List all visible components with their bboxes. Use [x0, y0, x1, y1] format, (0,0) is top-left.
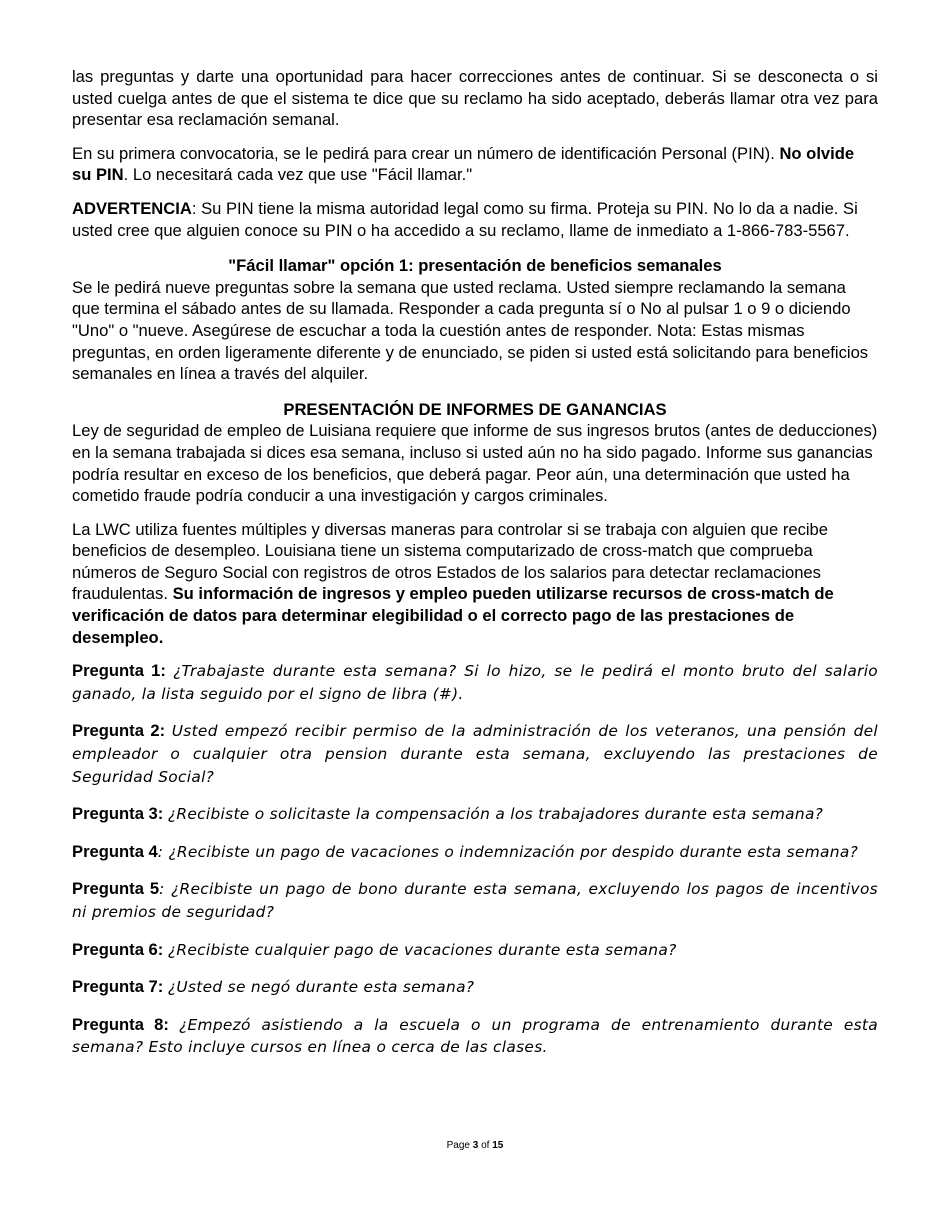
pin-text: En su primera convocatoria, se le pedirá para crear un número de identificación Personal (PIN).	[72, 143, 775, 163]
footer-page-total: 15	[492, 1140, 504, 1151]
crossmatch-bold: Su información de ingresos y empleo pueden utilizarse recursos de cross-match de verificación de datos para determinar elegibilidad o el correcto pago de las prestaciones de desempleo.	[72, 584, 834, 647]
question-text: : ¿Recibiste un pago de vacaciones o indemnización por despido durante esta semana?	[157, 842, 859, 861]
question-label: Pregunta 8:	[72, 1014, 169, 1034]
section1-heading: "Fácil llamar" opción 1: presentación de beneficios semanales	[228, 256, 722, 276]
question-item	[72, 803, 878, 826]
section2-body2	[72, 519, 878, 649]
questions-list	[72, 660, 878, 1059]
question-label: Pregunta 6:	[72, 939, 164, 959]
question-item	[72, 841, 878, 864]
section2-heading: PRESENTACIÓN DE INFORMES DE GANANCIAS	[283, 399, 667, 419]
page-footer	[0, 1140, 950, 1151]
question-text: ¿Recibiste cualquier pago de vacaciones durante esta semana?	[167, 940, 677, 959]
question-item	[72, 878, 878, 923]
pin-tail: . Lo necesitará cada vez que use "Fácil llamar."	[123, 165, 473, 185]
section1-body: Se le pedirá nueve preguntas sobre la semana que usted reclama. Usted siempre reclamando la semana que termina el sábado antes de su llamada. Responder a cada pregunta sí o No al pulsar 1 o 9 o diciendo "Uno" o "nueve. Asegúrese de escuchar a toda la cuestión antes de responder. Nota: Estas mismas preguntas, en orden ligeramente diferente y de enunciado, se piden si usted está solicitando para beneficios semanales en línea a través del alquiler.	[72, 277, 869, 384]
question-item	[72, 939, 878, 962]
document-page	[72, 66, 878, 1074]
question-item	[72, 660, 878, 705]
paragraph-intro: las preguntas y darte una oportunidad para hacer correcciones antes de continuar. Si se desconecta o si usted cuelga antes de que el sistema te dice que su reclamo ha sido aceptado, deberás llamar otra vez para presentar esa reclamación semanal.	[72, 67, 878, 130]
question-item	[72, 720, 878, 788]
question-label: Pregunta 4	[72, 841, 158, 861]
question-text: ¿Recibiste o solicitaste la compensación a los trabajadores durante esta semana?	[167, 805, 824, 824]
question-text: ¿Empezó asistiendo a la escuela o un programa de entrenamiento durante esta semana? Esto incluye cursos en línea o cerca de las clases.	[72, 1015, 878, 1057]
question-label: Pregunta 2:	[72, 721, 166, 741]
question-text: ¿Usted se negó durante esta semana?	[167, 978, 475, 997]
footer-of: of	[478, 1140, 493, 1151]
question-item	[72, 976, 878, 999]
question-text: Usted empezó recibir permiso de la administración de los veteranos, una pensión del empleador o cualquier otra pension durante esta semana, excluyendo las prestaciones de Seguridad Social?	[72, 722, 878, 786]
crossmatch-text: La LWC utiliza fuentes múltiples y diversas maneras para controlar si se trabaja con alguien que recibe beneficios de desempleo. Louisiana tiene un sistema computarizado de cross-match que comprueba números de Seguro Social con registros de otros Estados de los salarios para detectar reclamaciones fraudulentas.	[72, 519, 829, 604]
footer-prefix: Page	[446, 1140, 473, 1151]
question-label: Pregunta 1:	[72, 661, 166, 681]
pin-bold: No olvide su PIN	[72, 143, 855, 185]
warning-label: ADVERTENCIA	[72, 198, 192, 218]
question-label: Pregunta 3:	[72, 804, 164, 824]
warning-text: : Su PIN tiene la misma autoridad legal como su firma. Proteja su PIN. No lo da a nadie. Si usted cree que alguien conoce su PIN o ha accedido a su reclamo, llame de inmediato a 1-866-783-5567.	[72, 198, 858, 240]
footer-page-number: 3	[472, 1140, 479, 1151]
question-text: ¿Trabajaste durante esta semana? Si lo hizo, se le pedirá el monto bruto del salario ganado, la lista seguido por el signo de libra (#).	[72, 662, 878, 703]
question-label: Pregunta 5	[72, 879, 160, 899]
question-item	[72, 1014, 878, 1059]
section2-body: Ley de seguridad de empleo de Luisiana requiere que informe de sus ingresos brutos (antes de deducciones) en la semana trabajada si dices esa semana, incluso si usted aún no ha sido pagado. Informe sus ganancias podría resultar en exceso de los beneficios, que deberá pagar. Peor aún, una determinación que usted ha cometido fraude podría conducir a una investigación y cargos criminales.	[72, 421, 878, 506]
paragraph-warning	[72, 198, 878, 241]
question-text: : ¿Recibiste un pago de bono durante esta semana, excluyendo los pagos de incentivos ni premios de seguridad?	[72, 880, 878, 921]
question-label: Pregunta 7:	[72, 977, 164, 997]
paragraph-pin	[72, 143, 878, 186]
